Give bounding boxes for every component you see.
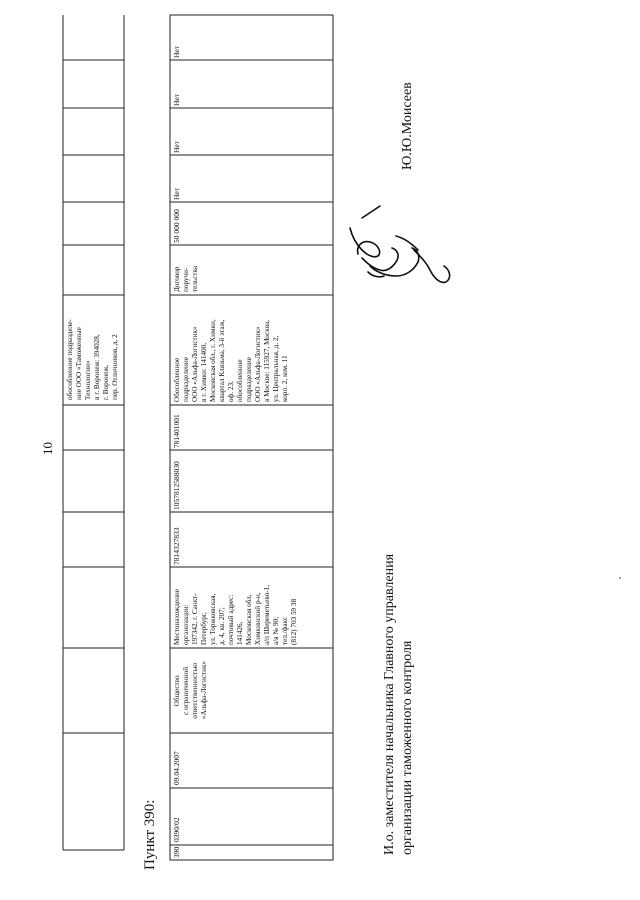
flag-cell: Нет [172, 140, 181, 153]
date-cell: 09.04.2007 [172, 751, 181, 785]
organization-line: «Альфа-Логистик» [200, 660, 208, 720]
location-line: тел./факс [281, 616, 289, 645]
inn-cell: 7814327833 [172, 527, 181, 565]
scan-speck [619, 577, 621, 579]
flag-cell: Нет [172, 187, 181, 200]
branch-line: квартал Клязьма, 3-й этаж, [218, 319, 226, 402]
page-number: 10 [40, 442, 55, 455]
organization-line: ответственностью [191, 663, 199, 719]
kpp-cell: 781401001 [172, 414, 181, 448]
amount-cell: 50 000 000 [172, 209, 181, 243]
branch-line: корп. 2, ком. 11 [281, 355, 289, 402]
signatory-title-line-2: организации таможенного контроля [400, 640, 415, 855]
address-line: пер. Отличников, д. 2 [111, 334, 119, 400]
location-line: 197342, г. Санкт- [191, 593, 199, 645]
location-line: почтовый адрес: [227, 594, 235, 645]
guarantee-line: поручи- [182, 267, 190, 292]
entry-table-grid [170, 15, 333, 860]
handwritten-signature [350, 206, 450, 282]
location-line: а/п Шереметьево-1, [263, 584, 271, 645]
flag-cell: Нет [172, 45, 181, 58]
section-label: Пункт 390: [142, 799, 158, 870]
location-line: д. 4, кв. 207; [218, 607, 226, 645]
location-line: организации: [182, 604, 190, 645]
signatory-name: Ю.Ю.Моисеев [400, 82, 415, 170]
branch-line: Обособленное [173, 357, 181, 402]
top-table-lower [63, 405, 124, 850]
address-line: Технологии» [84, 360, 92, 400]
location-line: Петербург, [200, 612, 208, 645]
location-line: 141426, [236, 621, 244, 645]
branch-line: обособленное [236, 359, 244, 402]
branch-line: в г. Химки: 141400, [200, 343, 208, 402]
branch-line: ул. Центральная, д. 2, [272, 335, 280, 402]
location-line: Химкинский р-н, [254, 592, 262, 645]
branch-line: ООО «Альфа-Логистик» [191, 326, 199, 402]
organization-line: с ограниченной [182, 666, 190, 715]
location-cell [173, 583, 298, 645]
address-line: в г. Воронеж: 394028, [93, 334, 101, 400]
item-number-cell: 390 [172, 846, 181, 858]
address-line: ние ООО «Таможенные [75, 327, 83, 400]
branch-line: в Москве: 115927, Москва, [263, 319, 271, 402]
address-line: г. Воронеж, [102, 364, 110, 400]
branch-cell [173, 318, 289, 402]
guarantee-line: тельства [191, 265, 199, 292]
branch-line: оф. 23; [227, 380, 235, 402]
top-table-address [66, 317, 119, 400]
organization-cell [173, 660, 208, 719]
guarantee-line: Договор [173, 266, 181, 292]
ogrn-cell: 1057812588030 [172, 461, 181, 510]
organization-line: Общество [173, 675, 181, 707]
location-line: ул. Торжковская, [209, 593, 217, 645]
guarantee-cell [173, 265, 199, 292]
flag-cell: Нет [172, 93, 181, 106]
branch-line: подразделение [245, 357, 253, 402]
register-number-cell: 0390/02 [172, 817, 181, 842]
branch-line: Московская обл., г. Химки, [209, 319, 217, 402]
address-line: обособленное подразделе- [66, 319, 74, 400]
location-line: Местонахождение [173, 589, 181, 645]
location-line: а/я № 90; [272, 616, 280, 645]
branch-line: ООО «Альфа-Логистик» [254, 326, 262, 402]
location-line: (812) 703 59 38 [290, 598, 298, 645]
branch-line: подразделение [182, 357, 190, 402]
location-line: Московская обл, [245, 594, 253, 645]
signatory-title-line-1: И.о. заместителя начальника Главного управления [382, 553, 397, 855]
